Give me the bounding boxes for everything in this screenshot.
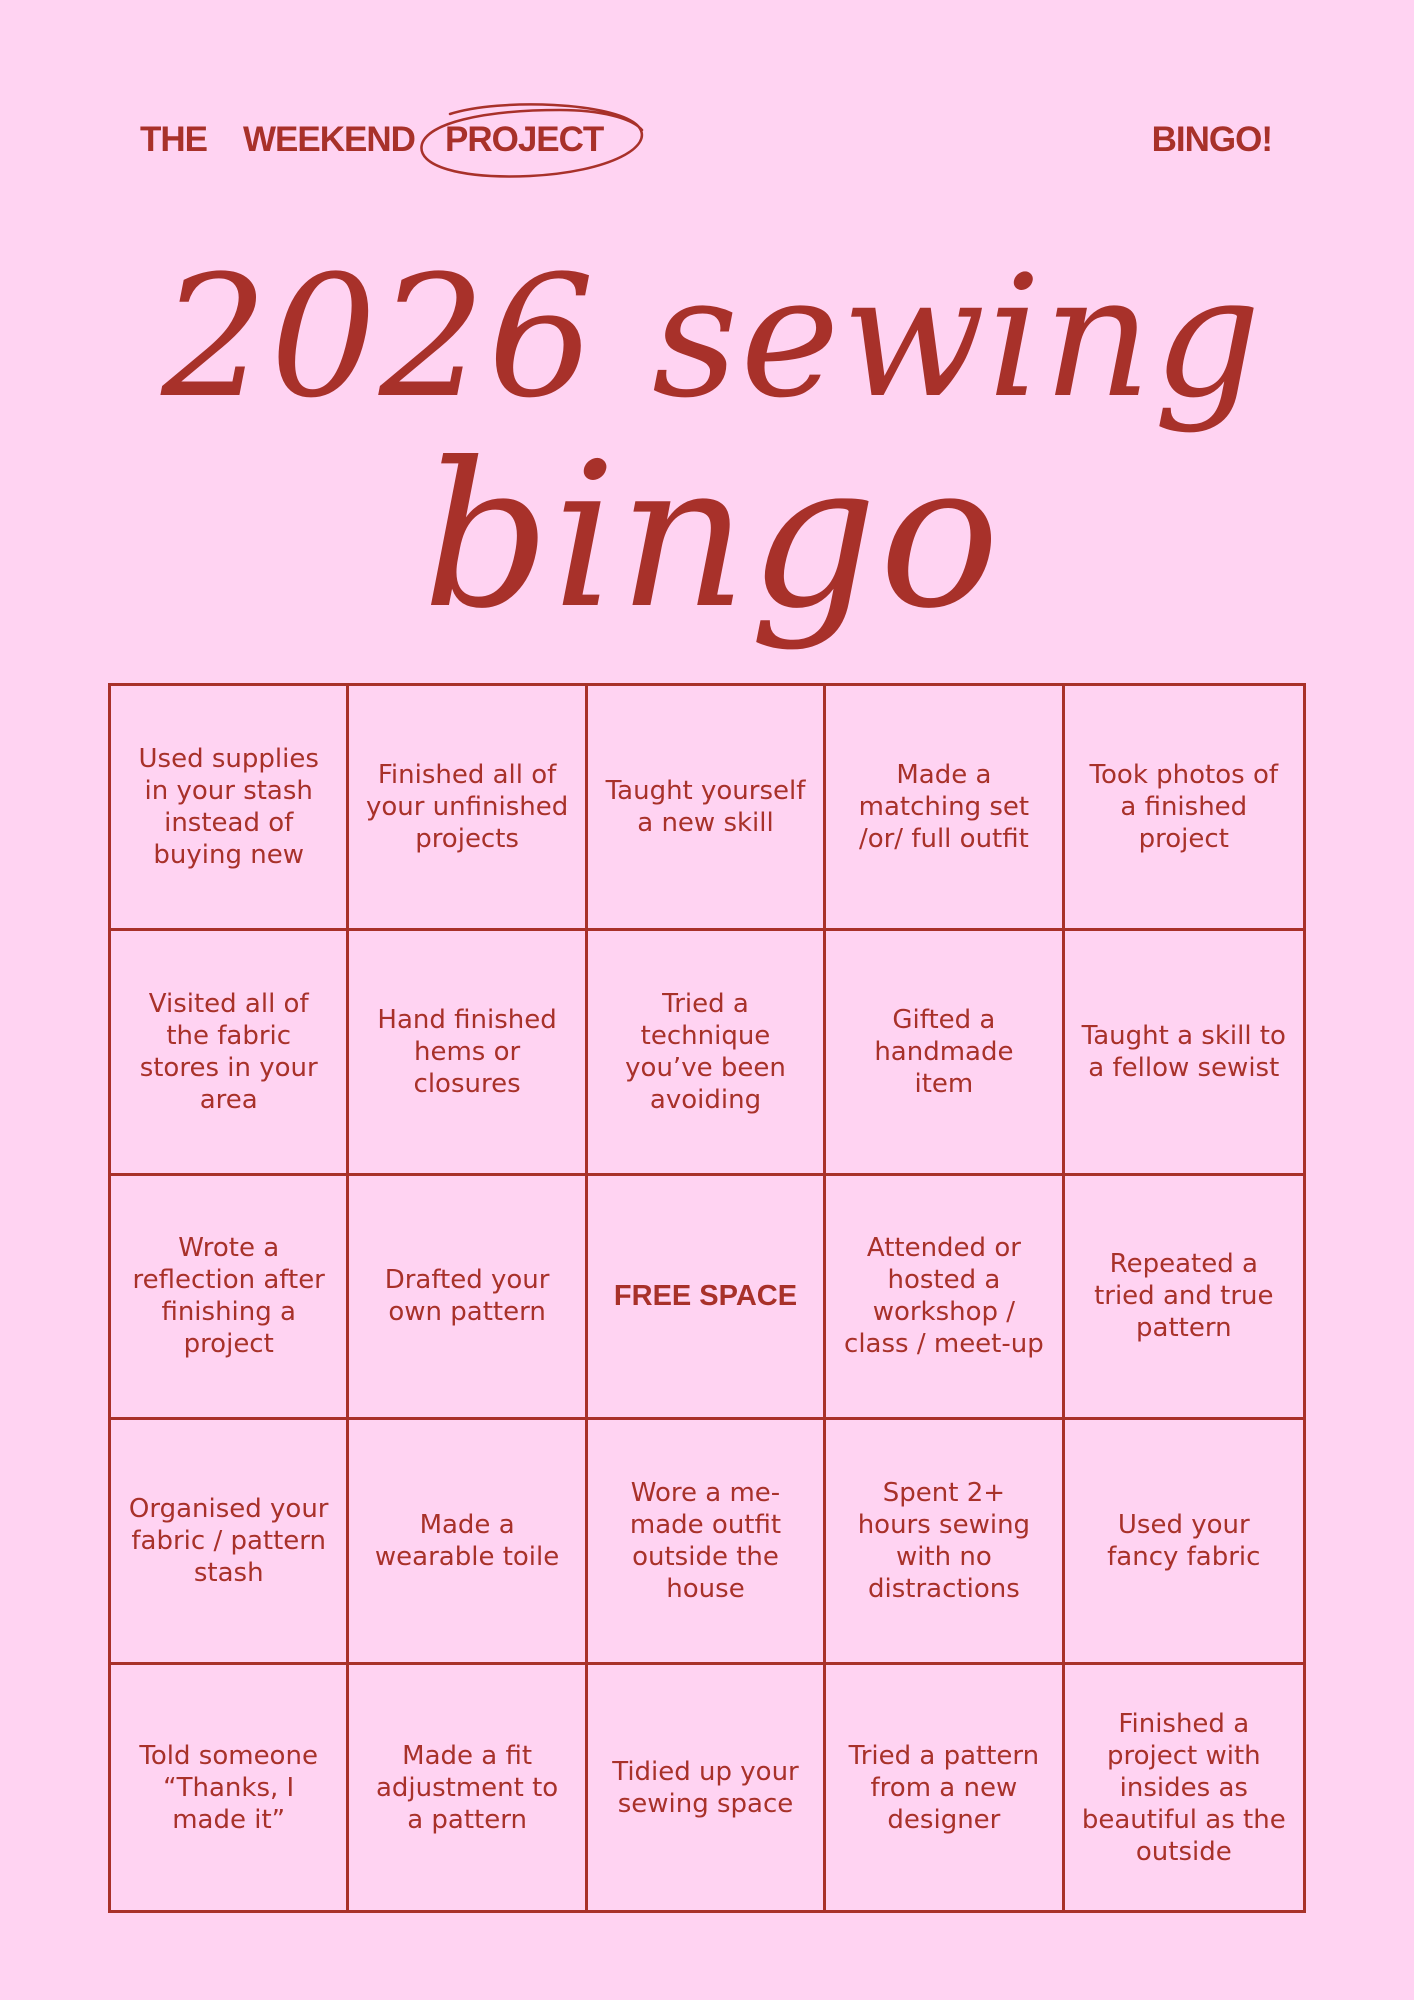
bingo-cell[interactable]: Took photos of a finished project — [1065, 686, 1303, 931]
bingo-cell[interactable]: Organised your fabric / pattern stash — [111, 1420, 349, 1665]
bingo-cell[interactable]: Made a wearable toile — [349, 1420, 587, 1665]
bingo-cell[interactable]: Tried a technique you’ve been avoiding — [588, 931, 826, 1176]
bingo-cell[interactable]: Visited all of the fabric stores in your area — [111, 931, 349, 1176]
bingo-cell[interactable]: Taught yourself a new skill — [588, 686, 826, 931]
bingo-cell[interactable]: Used supplies in your stash instead of buying new — [111, 686, 349, 931]
bingo-cell[interactable]: Taught a skill to a fellow sewist — [1065, 931, 1303, 1176]
bingo-cell[interactable]: Hand finished hems or closures — [349, 931, 587, 1176]
title-line-1: 2026 sewing — [161, 239, 1263, 435]
bingo-cell[interactable]: Told someone “Thanks, I made it” — [111, 1665, 349, 1910]
brand-word-project: PROJECT — [445, 120, 604, 159]
bingo-cell[interactable]: Finished a project with insides as beautiful as the outside — [1081, 1708, 1286, 1867]
bingo-cell[interactable]: Wore a me-made outfit outside the house — [588, 1420, 826, 1665]
bingo-cell[interactable]: Made a fit adjustment to a pattern — [349, 1665, 587, 1910]
bingo-cell[interactable]: Wrote a reflection after finishing a project — [111, 1176, 349, 1421]
title-heading — [0, 210, 1414, 710]
bingo-cell[interactable]: Used your fancy fabric — [1065, 1420, 1303, 1665]
bingo-cell[interactable]: Finished all of your unfinished projects — [349, 686, 587, 931]
bingo-cell[interactable]: Spent 2+ hours sewing with no distractions — [826, 1420, 1064, 1665]
free-space-cell[interactable]: FREE SPACE — [588, 1176, 826, 1421]
bingo-cell[interactable]: Tidied up your sewing space — [588, 1665, 826, 1910]
brand-word-weekend: WEEKEND — [243, 120, 415, 159]
bingo-cell[interactable]: Made a matching set /or/ full outfit — [826, 686, 1064, 931]
bingo-grid — [108, 683, 1306, 1913]
title-line-2: bingo — [422, 420, 1002, 653]
bingo-cell[interactable]: Attended or hosted a workshop / class / meet-up — [826, 1176, 1064, 1421]
brand-word-the: THE — [140, 120, 207, 159]
brand-header — [0, 112, 1414, 172]
bingo-cell[interactable]: Drafted your own pattern — [349, 1176, 587, 1421]
bingo-tag: BINGO! — [1151, 120, 1272, 159]
bingo-cell[interactable]: Tried a pattern from a new designer — [826, 1665, 1064, 1910]
bingo-cell[interactable]: Gifted a handmade item — [826, 931, 1064, 1176]
bingo-cell[interactable]: Repeated a tried and true pattern — [1065, 1176, 1303, 1421]
